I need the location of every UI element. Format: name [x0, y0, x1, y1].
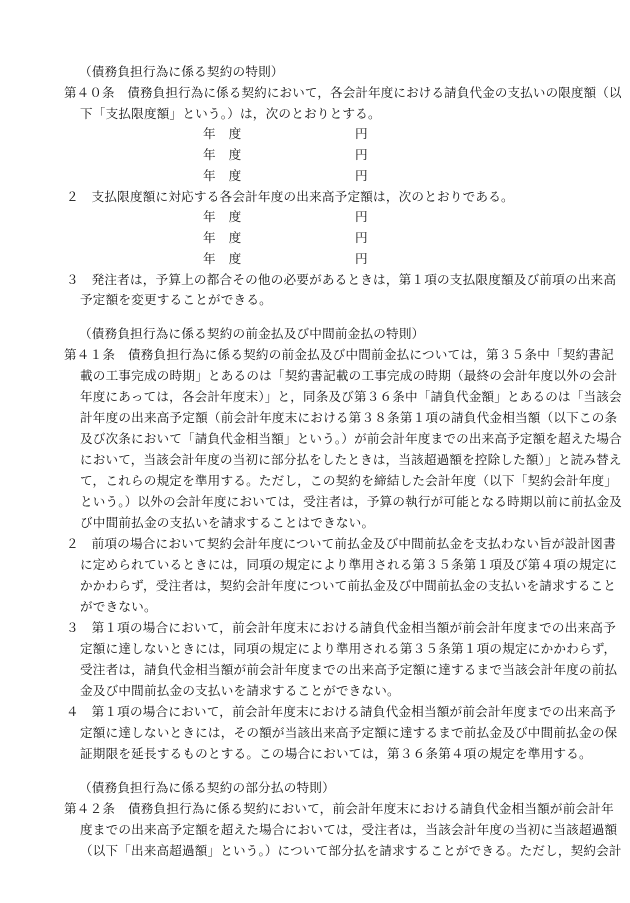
article-41-heading: （債務負担行為に係る契約の前金払及び中間前金払の特則）: [79, 326, 425, 341]
year-label: 年 度: [203, 126, 242, 141]
year-label: 年 度: [203, 147, 242, 162]
yen-label: 円: [355, 168, 368, 183]
article-41-line: び中間前払金の支払いを請求することはできない。: [80, 515, 375, 530]
article-41-line: という。）以外の会計年度においては，受注者は，予算の執行が可能となる時期以前に前払金及: [80, 494, 622, 509]
article-41-paragraph-2-line: に定められているときには，同項の規定により準用される第３５条第１項及び第４項の規定に: [80, 557, 618, 572]
article-41-paragraph-2-line: ができない。: [80, 599, 157, 614]
article-41-paragraph-3-line: 定額に達しないときには，同項の規定により準用される第３５条第１項の規定にかかわらず，: [80, 641, 617, 656]
article-41-line: 及び次条において「請負代金相当額」という。）が前会計年度までの出来高予定額を超えた場合: [80, 431, 622, 446]
article-42-line: 第４２条 債務負担行為に係る契約において，前会計年度末における請負代金相当額が前会計年: [64, 801, 614, 816]
yen-label: 円: [355, 251, 368, 266]
article-40-line-2: 下「支払限度額」という。）は，次のとおりとする。: [80, 106, 381, 121]
yen-label: 円: [355, 147, 368, 162]
year-label: 年 度: [203, 251, 242, 266]
year-label: 年 度: [203, 168, 242, 183]
article-40-paragraph-3-line-2: 予定額を変更することができる。: [80, 292, 272, 307]
article-42-heading: （債務負担行為に係る契約の部分払の特則）: [79, 780, 335, 795]
article-40-heading: （債務負担行為に係る契約の特則）: [79, 64, 284, 79]
article-41-paragraph-3-line: 受注者は，請負代金相当額が前会計年度までの出来高予定額に達するまで当該会計年度の前払: [80, 662, 618, 677]
article-41-paragraph-3-line: ３ 第１項の場合において，前会計年度末における請負代金相当額が前会計年度までの出来高予: [66, 620, 616, 635]
article-41-paragraph-3-line: 金及び中間前払金の支払いを請求することができない。: [80, 683, 400, 698]
article-41-paragraph-4-line: ４ 第１項の場合において，前会計年度末における請負代金相当額が前会計年度までの出来高予: [66, 704, 616, 719]
article-41-line: 計年度の出来高予定額（前会計年度末における第３８条第１項の請負代金相当額（以下この条: [80, 410, 618, 425]
article-41-paragraph-4-line: 定額に達しないときには，その額が当該出来高予定額に達するまで前払金及び中間前払金の保: [80, 725, 618, 740]
article-41-paragraph-2-line: かかわらず，受注者は，契約会計年度について前払金及び中間前払金の支払いを請求すること: [80, 578, 617, 593]
yen-label: 円: [355, 126, 368, 141]
year-label: 年 度: [203, 230, 242, 245]
article-40-line-1: 第４０条 債務負担行為に係る契約において，各会計年度における請負代金の支払いの限度額（以: [64, 85, 622, 100]
yen-label: 円: [355, 209, 368, 224]
yen-label: 円: [355, 230, 368, 245]
article-41-line: において，当該会計年度の当初に部分払をしたときは，当該超過額を控除した額）」と読み替え: [80, 452, 622, 467]
year-label: 年 度: [203, 209, 242, 224]
article-41-line: て，これらの規定を準用する。ただし，この契約を締結した会計年度（以下「契約会計年度」: [80, 473, 618, 488]
article-41-line: 載の工事完成の時期」とあるのは「契約書記載の工事完成の時期（最終の会計年度以外の会計: [80, 368, 618, 383]
article-41-line: 第４１条 債務負担行為に係る契約の前金払及び中間前金払については，第３５条中「契約書記: [64, 347, 614, 362]
article-41-paragraph-2-line: ２ 前項の場合において契約会計年度について前払金及び中間前払金を支払わない旨が設計図書: [66, 536, 616, 551]
article-42-line: （以下「出来高超過額」という。）について部分払を請求することができる。ただし，契約会計: [80, 843, 622, 858]
article-40-paragraph-3-line-1: ３ 発注者は，予算上の都合その他の必要があるときは，第１項の支払限度額及び前項の出来高: [66, 272, 617, 287]
article-40-paragraph-2: ２ 支払限度額に対応する各会計年度の出来高予定額は，次のとおりである。: [66, 189, 514, 204]
article-41-line: 年度にあっては，各会計年度末）」と，同条及び第３６条中「請負代金額」とあるのは「当該会: [80, 389, 622, 404]
article-41-paragraph-4-line: 証期限を延長するものとする。この場合においては，第３６条第４項の規定を準用する。: [80, 746, 592, 761]
article-42-line: 度までの出来高予定額を超えた場合においては，受注者は，当該会計年度の当初に当該超過額: [80, 822, 618, 837]
